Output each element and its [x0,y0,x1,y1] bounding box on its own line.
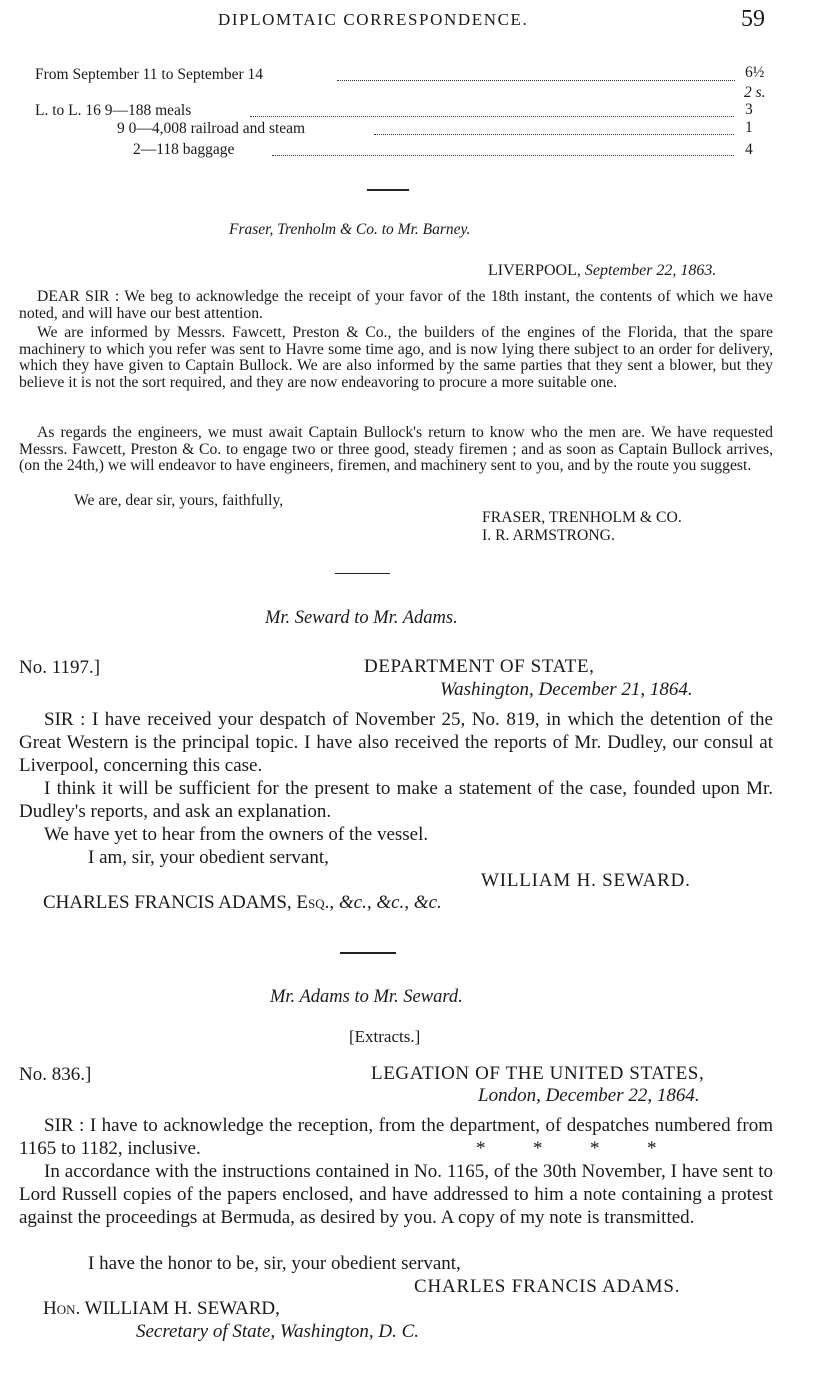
letter-1-closing: We are, dear sir, yours, faithfully, [74,492,284,509]
letter-2-salutation: SIR : [44,709,86,730]
ledger-row-4-value: 4 [745,141,753,158]
ledger-leader [374,134,734,135]
letter-3-heading: Mr. Adams to Mr. Seward. [270,987,463,1007]
letter-3-paragraph-2: In accordance with the instructions contained in No. 1165, of the 30th November, I have sent to Lord Russell copies of the papers enclosed, and have addressed to him a note containing a protest against the proceedings at Bermuda, as desired by you. A copy of my note is transmitted. [19,1161,773,1228]
letter-1-place: LIVERPOOL, [488,262,581,279]
ledger-row-1-value: 6½ [745,64,765,81]
ledger-row-2-value: 3 [745,101,753,118]
letter-3-salutation: SIR : [44,1115,85,1136]
letter-1-signature-name: I. R. ARMSTRONG. [482,527,615,544]
letter-2-signature: WILLIAM H. SEWARD. [481,870,691,891]
letter-1-paragraph-2: We are informed by Messrs. Fawcett, Preston & Co., the builders of the engines of the Florida, that the spare machinery to which you refer was sent to Havre some time ago, and is now lying there subject to an order for delivery, which they have given to Captain Bullock. We are also informed by the same parties that they sent a blower, but they believe it is not the sort required, and they are now endeavoring to procure a more suitable one. [19,324,773,391]
section-divider [335,573,390,574]
letter-1-date: September 22, 1863. [584,262,717,279]
section-divider [367,189,409,191]
letter-1-paragraph-1 [19,289,773,322]
letter-3-ellipsis-asterisks: * * * * [476,1138,657,1159]
letter-1-paragraph-1-text: We beg to acknowledge the receipt of your favor of the 18th instant, the contents of which we have noted, and will have our best attention. [19,288,774,322]
letter-2-paragraph-1-text: I have received your despatch of November 25, No. 819, in which the detention of the Great Western is the principal topic. I have also received the reports of Mr. Dudley, our consul at Liverpool, concerning this case. [19,709,773,776]
letter-2-paragraph-1 [19,708,773,777]
letter-1-signature-firm: FRASER, TRENHOLM & CO. [482,509,682,526]
letter-3-closing: I have the honor to be, sir, your obedient servant, [88,1253,461,1274]
ledger-row-3-label: 9 0—4,008 railroad and steam [117,120,306,137]
section-divider [340,952,396,954]
letter-1-dateline [488,262,716,280]
ledger-row-1-label: From September 11 to September 14 [35,66,264,83]
letter-1-salutation: DEAR SIR : [37,288,120,305]
running-title: DIPLOMTAIC CORRESPONDENCE. [218,10,529,29]
letter-1-heading: Fraser, Trenholm & Co. to Mr. Barney. [229,221,471,238]
ledger-leader [250,116,734,117]
letter-2-office: DEPARTMENT OF STATE, [364,656,595,677]
ledger-row-3-value: 1 [745,119,753,136]
letter-2-paragraph-3: We have yet to hear from the owners of the vessel. [44,824,429,845]
letter-3-addressee-name-text: Hon. WILLIAM H. SEWARD, [43,1298,280,1319]
ledger-leader [272,155,734,156]
letter-2-addressee-etc: &c., &c., &c. [338,892,442,913]
letter-3-signature: CHARLES FRANCIS ADAMS. [414,1276,681,1297]
letter-2-addressee [43,892,442,914]
ledger-currency-note: 2 s. [744,84,766,101]
letter-1-paragraph-3: As regards the engineers, we must await Captain Bullock's return to know who the men are. We have requested Messrs. Fawcett, Preston & Co. to engage two or three good, steady firemen ; and as soon as Captain Bullock arrives, (on the 24th,) we will endeavor to have engineers, firemen, and machinery sent to you, and by the route you suggest. [19,424,773,475]
letter-2-paragraph-2: I think it will be sufficient for the present to make a statement of the case, founded upon Mr. Dudley's reports, and ask an explanation. [19,778,773,822]
letter-3-place-date: London, December 22, 1864. [478,1085,700,1106]
letter-2-place-date: Washington, December 21, 1864. [440,679,693,700]
letter-2-closing: I am, sir, your obedient servant, [88,847,329,868]
letter-3-paragraph-1-text: I have to acknowledge the reception, from the department, of despatches numbered from 1165 to 1182, inclusive. [19,1115,773,1159]
ledger-leader [337,80,735,81]
letter-3-subheading: [Extracts.] [349,1027,421,1046]
letter-2-heading: Mr. Seward to Mr. Adams. [265,608,458,628]
letter-3-addressee-name [43,1298,280,1320]
letter-3-addressee-title: Secretary of State, Washington, D. C. [136,1321,420,1342]
page-number: 59 [741,6,765,32]
ledger-row-4-label: 2—118 baggage [133,141,235,158]
letter-3-number: No. 836.] [19,1064,92,1085]
letter-3-office: LEGATION OF THE UNITED STATES, [371,1063,705,1084]
letter-2-addressee-name: CHARLES FRANCIS ADAMS, Esq., [43,892,335,913]
ledger-row-2-label: L. to L. 16 9—188 meals [35,102,192,119]
letter-2-number: No. 1197.] [19,657,101,678]
letter-3-paragraph-1 [19,1114,773,1160]
